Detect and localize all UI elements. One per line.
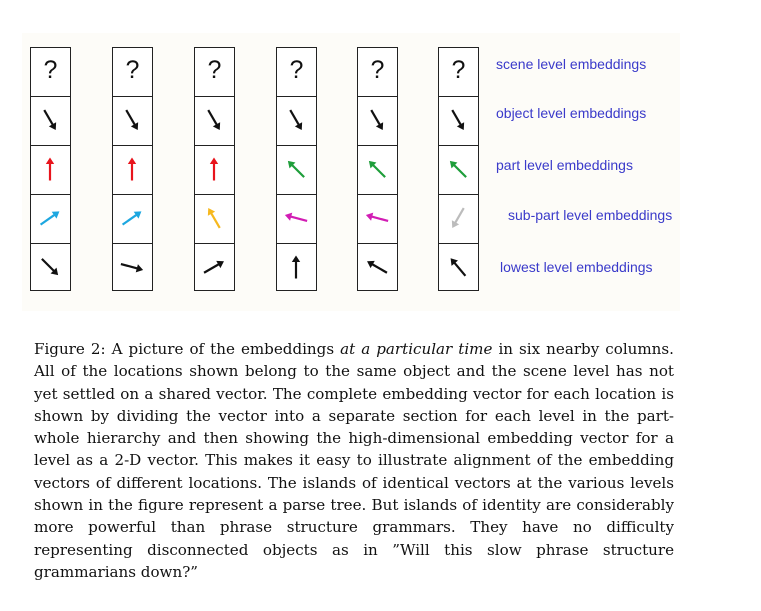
arrow-shaft (126, 110, 135, 125)
cell-col1-subpart (30, 194, 71, 244)
cell-col1-lowest (30, 243, 71, 291)
vector-arrow-icon (113, 195, 151, 241)
question-mark: ? (370, 56, 385, 84)
arrow-head (366, 213, 373, 221)
vector-arrow-icon (195, 146, 233, 192)
arrow-shaft (371, 110, 380, 125)
cell-col5-object (357, 96, 398, 146)
arrow-shaft (123, 215, 137, 225)
question-mark: ? (451, 56, 466, 84)
vector-arrow-icon (358, 97, 396, 143)
vector-arrow-icon (277, 195, 315, 241)
arrow-head (285, 213, 292, 221)
cell-col1-scene (30, 47, 71, 97)
label-scene-level: scene level embeddings (496, 56, 647, 72)
label-lowest-level: lowest level embeddings (500, 259, 653, 275)
vector-arrow-icon (113, 97, 151, 143)
arrow-shaft (292, 165, 304, 177)
vector-arrow-icon (439, 146, 477, 192)
cell-col2-scene (112, 47, 153, 97)
vector-arrow-icon (277, 146, 315, 192)
vector-arrow-icon (439, 97, 477, 143)
arrow-shaft (455, 208, 464, 223)
arrow-head (128, 158, 136, 165)
question-mark: ? (207, 56, 222, 84)
figure-caption (34, 338, 674, 583)
arrow-head (210, 158, 218, 165)
arrow-shaft (290, 216, 307, 221)
arrow-shaft (208, 110, 217, 125)
cell-col4-lowest (276, 243, 317, 291)
cell-col6-subpart (438, 194, 479, 244)
cell-col5-scene (357, 47, 398, 97)
cell-col3-object (194, 96, 235, 146)
arrow-shaft (454, 262, 465, 275)
cell-col4-part (276, 145, 317, 195)
cell-col3-lowest (194, 243, 235, 291)
arrow-shaft (42, 259, 54, 271)
arrow-shaft (290, 110, 299, 125)
caption-text-rest: in six nearby columns. All of the locations shown belong to the same object and the scene level has not yet settled on a shared vector. The complete embedding vector for each location is shown by dividing the vector into a separate section for each level in the part-whole hierarchy and then showing the high-dimensional embedding vector for a level as a 2-D vector. This makes it easy to illustrate alignment of the embedding vectors of different locations. The islands of identical vectors at the various levels shown in the figure represent a parse tree. But islands of identity are considerably more powerful than phrase structure grammars. They have no difficulty representing disconnected objects as in ”Will this slow phrase structure grammarians down?” (34, 340, 674, 581)
arrow-shaft (371, 216, 388, 221)
caption-label: Figure 2: (34, 340, 106, 358)
vector-arrow-icon (195, 195, 233, 241)
cell-col4-subpart (276, 194, 317, 244)
cell-col5-lowest (357, 243, 398, 291)
cell-col4-scene (276, 47, 317, 97)
arrow-head (292, 256, 300, 263)
vector-arrow-icon (439, 195, 477, 241)
arrow-shaft (204, 264, 219, 273)
question-mark: ? (289, 56, 304, 84)
caption-text-start: A picture of the embeddings (111, 340, 335, 358)
cell-col4-object (276, 96, 317, 146)
arrow-shaft (121, 264, 138, 269)
arrow-shaft (373, 165, 385, 177)
vector-arrow-icon (277, 244, 315, 290)
cell-col2-object (112, 96, 153, 146)
question-mark: ? (43, 56, 58, 84)
cell-col2-part (112, 145, 153, 195)
vector-arrow-icon (31, 195, 69, 241)
vector-arrow-icon (31, 146, 69, 192)
vector-arrow-icon (113, 146, 151, 192)
vector-arrow-icon (439, 244, 477, 290)
cell-col1-object (30, 96, 71, 146)
cell-col6-object (438, 96, 479, 146)
label-part-level: part level embeddings (496, 157, 633, 173)
cell-col3-scene (194, 47, 235, 97)
arrow-head (136, 264, 143, 272)
arrow-shaft (452, 110, 461, 125)
vector-arrow-icon (277, 97, 315, 143)
cell-col5-subpart (357, 194, 398, 244)
vector-arrow-icon (358, 244, 396, 290)
arrow-shaft (211, 213, 220, 228)
cell-col3-part (194, 145, 235, 195)
vector-arrow-icon (195, 244, 233, 290)
cell-col2-lowest (112, 243, 153, 291)
label-object-level: object level embeddings (496, 105, 647, 121)
cell-col3-subpart (194, 194, 235, 244)
vector-arrow-icon (31, 244, 69, 290)
cell-col5-part (357, 145, 398, 195)
arrow-shaft (372, 264, 387, 273)
arrow-shaft (454, 165, 466, 177)
arrow-shaft (44, 110, 53, 125)
cell-col6-part (438, 145, 479, 195)
question-mark: ? (125, 56, 140, 84)
arrow-head (46, 158, 54, 165)
vector-arrow-icon (195, 97, 233, 143)
label-sub-part-level: sub-part level embeddings (508, 207, 673, 223)
cell-col1-part (30, 145, 71, 195)
vector-arrow-icon (358, 146, 396, 192)
arrow-shaft (41, 215, 55, 225)
vector-arrow-icon (358, 195, 396, 241)
vector-arrow-icon (113, 244, 151, 290)
cell-col6-lowest (438, 243, 479, 291)
cell-col2-subpart (112, 194, 153, 244)
cell-col6-scene (438, 47, 479, 97)
vector-arrow-icon (31, 97, 69, 143)
caption-italic-phrase: at a particular time (340, 340, 493, 358)
